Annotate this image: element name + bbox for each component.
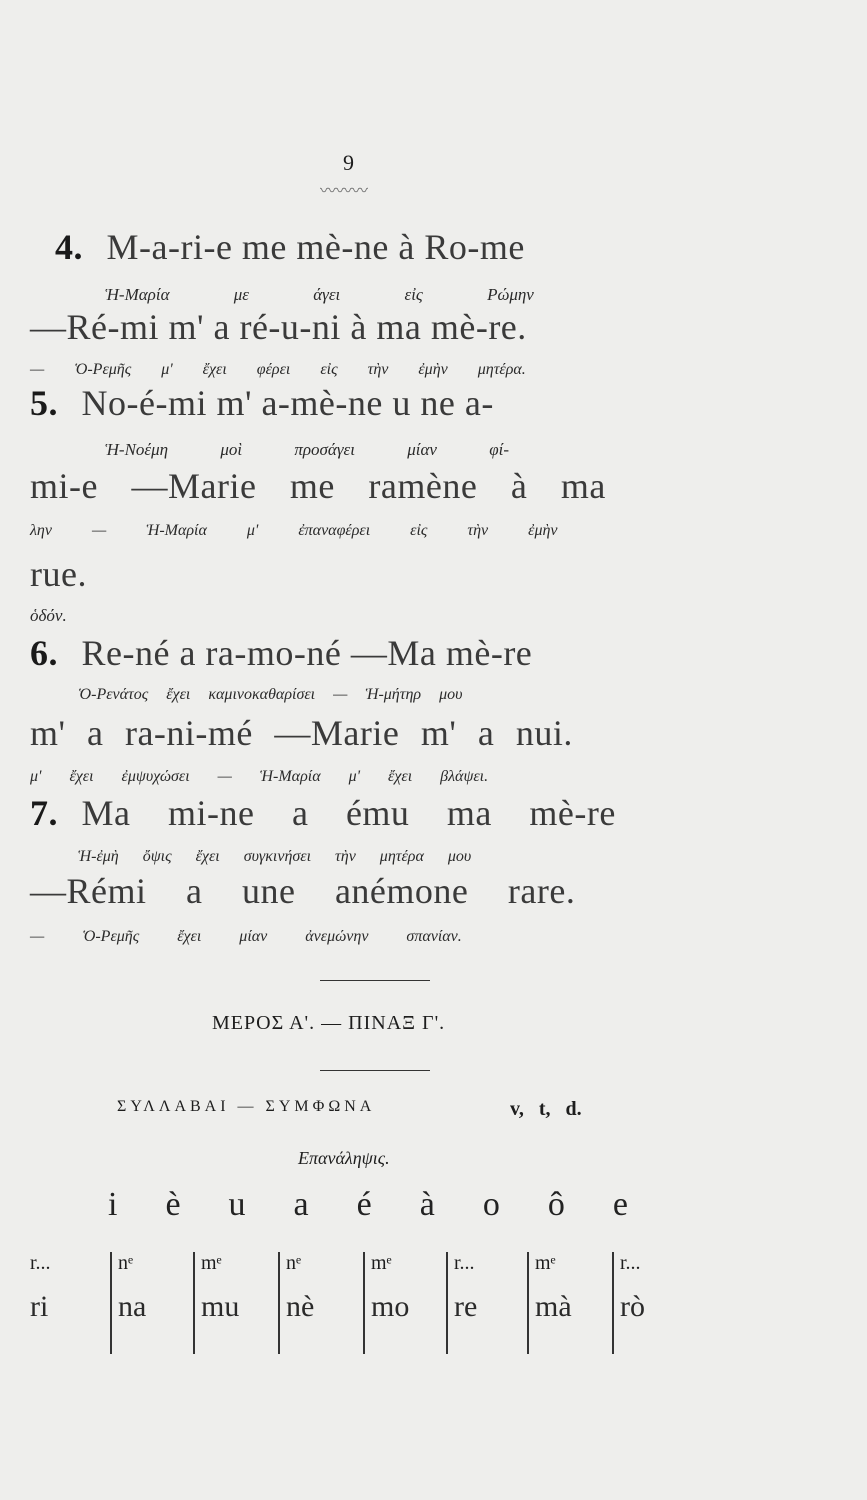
greek-line: μ' ἔχει ἐμψυχώσει — Ἡ-Μαρία μ' ἔχει βλάψει.	[30, 768, 489, 785]
table-cell-bottom: re	[454, 1290, 478, 1323]
syllables-header: ΣΥΛΛΑΒΑΙ — ΣΥΜΦΩΝΑ	[117, 1098, 376, 1115]
french-line: m' a ra-ni-mé —Marie m' a nui.	[30, 713, 573, 753]
vowel: i	[108, 1186, 118, 1223]
table-cell-top: nᵉ	[118, 1252, 134, 1274]
table-cell-top: mᵉ	[201, 1252, 222, 1274]
exercise-number: 6.	[30, 633, 58, 673]
vowel: ô	[547, 1186, 565, 1223]
exercise-number: 7.	[30, 793, 58, 833]
table-cell-top: r...	[30, 1252, 51, 1274]
table-cell-bottom: mà	[535, 1290, 572, 1323]
table-cell-top: mᵉ	[535, 1252, 556, 1274]
table-cell-bottom: ri	[30, 1290, 49, 1323]
exercise-number: 4.	[55, 227, 83, 267]
french-line: mi-e —Marie me ramène à ma	[30, 466, 606, 506]
table-cell-top: r...	[620, 1252, 641, 1274]
vowel: é	[356, 1186, 372, 1223]
table-cell-top: nᵉ	[286, 1252, 302, 1274]
french-line: 5. No-é-mi m' a-mè-ne u ne a-	[30, 383, 494, 423]
exercise-number: 5.	[30, 383, 58, 423]
divider	[320, 980, 430, 981]
column-line	[446, 1252, 448, 1354]
page-number: 9	[343, 150, 354, 175]
french-line: 4. M-a-ri-e me mè-ne à Ro-me	[55, 227, 525, 267]
greek-line: Ἡ-Νοέμη μοὶ προσάγει μίαν φί-	[105, 440, 509, 459]
vowel: o	[482, 1186, 500, 1223]
column-line	[527, 1252, 529, 1354]
french-line: —Ré-mi m' a ré-u-ni à ma mè-re.	[30, 307, 527, 347]
table-cell-bottom: mo	[371, 1290, 410, 1323]
table-cell-bottom: rò	[620, 1290, 645, 1323]
vowel: à	[419, 1186, 435, 1223]
consonants: v, t, d.	[510, 1098, 582, 1120]
column-line	[110, 1252, 112, 1354]
section-title: ΜΕΡΟΣ Α'. — ΠΙΝΑΞ Γ'.	[212, 1012, 446, 1034]
table-cell-bottom: nè	[286, 1290, 315, 1323]
greek-line: Ἡ-ἐμὴ ὄψις ἔχει συγκινήσει τὴν μητέρα μου	[78, 848, 472, 865]
table-cell-top: mᵉ	[371, 1252, 392, 1274]
greek-line: ὁδόν.	[30, 606, 67, 625]
divider	[320, 1070, 430, 1071]
column-line	[278, 1252, 280, 1354]
table-cell-top: r...	[454, 1252, 475, 1274]
column-line	[363, 1252, 365, 1354]
greek-line: Ἡ-Μαρία με άγει εἰς Ρώμην	[105, 285, 534, 304]
french-line: 7. Ma mi-ne a ému ma mè-re	[30, 793, 616, 833]
table-cell-bottom: mu	[201, 1290, 240, 1323]
french-line: 6. Re-né a ra-mo-né —Ma mè-re	[30, 633, 533, 673]
greek-line: — Ὁ-Ρεμῆς μ' ἔχει φέρει εἰς τὴν ἐμὴν μητέρα.	[30, 361, 526, 378]
vowel: è	[165, 1186, 181, 1223]
vowel: a	[293, 1186, 309, 1223]
french-line: —Rémi a une anémone rare.	[30, 871, 576, 911]
french-line: rue.	[30, 554, 87, 594]
table-cell-bottom: na	[118, 1290, 147, 1323]
greek-line: — Ὁ-Ρεμῆς ἔχει μίαν ἀνεμώνην σπανίαν.	[30, 928, 462, 945]
vowel: e	[612, 1186, 628, 1223]
vowel-row	[108, 1186, 628, 1224]
page-number-ornament: 〰〰〰	[320, 183, 369, 200]
vowel: u	[228, 1186, 246, 1223]
greek-line: Ὁ-Ρενάτος ἔχει καμινοκαθαρίσει — Ἡ-μήτηρ μου	[78, 686, 463, 703]
column-line	[193, 1252, 195, 1354]
column-line	[612, 1252, 614, 1354]
greek-line: λην — Ἡ-Μαρία μ' ἐπαναφέρει εἰς τὴν ἐμὴν	[30, 522, 558, 539]
review-label: Επανάληψις.	[298, 1148, 390, 1168]
